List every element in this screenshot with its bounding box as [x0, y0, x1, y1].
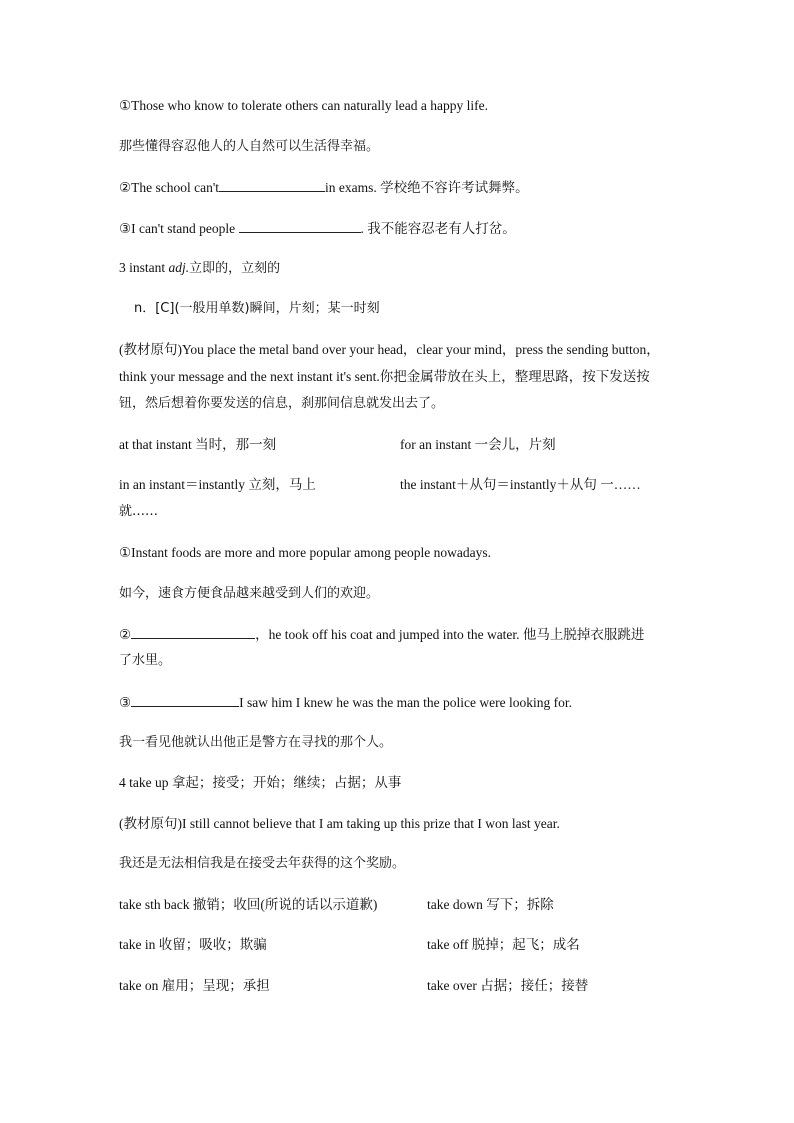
translation-1: 那些懂得容忍他人的人自然可以生活得幸福。 [119, 139, 380, 154]
sentence-2-end: in exams. 学校绝不容许考试舞弊。 [325, 180, 529, 195]
definition: 立即的，立刻的 [189, 261, 281, 276]
part-of-speech: adj. [168, 260, 190, 275]
phrase-take-in: take in 收留；吸收；欺骗 [119, 937, 267, 952]
sentence-3-start: ③I can't stand people [119, 221, 236, 236]
fill-in-sentence-3 [119, 218, 516, 239]
phrase-the-instant: the instant＋从句＝instantly＋从句 一…… [400, 477, 641, 492]
phrase-the-instant-continued: 就…… [119, 504, 159, 519]
textbook-sentence-line-2: think your message and the next instant it's sent.你把金属带放在头上，整理思路，按下发送按 [119, 369, 650, 384]
phrase-take-sth-back: take sth back 撤销；收回(所说的话以示道歉) [119, 897, 378, 912]
example-sentence-1: ①Those who know to tolerate others can naturally lead a happy life. [119, 98, 488, 113]
answer-blank [219, 177, 325, 192]
textbook-sentence-take-up: (教材原句)I still cannot believe that I am taking up this prize that I won last year. [119, 816, 560, 831]
phrase-take-over: take over 占据；接任；接替 [427, 978, 589, 993]
fill-in-sentence-2 [119, 177, 529, 198]
instant-example-1: ①Instant foods are more and more popular among people nowadays. [119, 545, 491, 560]
noun-definition: n．[C](一般用单数)瞬间，片刻；某一时刻 [134, 301, 380, 316]
textbook-sentence-take-up-translation: 我还是无法相信我是在接受去年获得的这个奖励。 [119, 856, 406, 871]
sentence-2-start: ②The school can't [119, 180, 220, 195]
sentence-3-end: . 我不能容忍老有人打岔。 [360, 221, 516, 236]
phrase-at-that-instant: at that instant 当时，那一刻 [119, 437, 277, 452]
phrase-in-an-instant: in an instant＝instantly 立刻，马上 [119, 477, 316, 492]
phrase-for-an-instant: for an instant 一会儿，片刻 [400, 437, 556, 452]
phrase-take-down: take down 写下；拆除 [427, 897, 554, 912]
answer-blank [239, 218, 361, 233]
instant-example-1-translation: 如今，速食方便食品越来越受到人们的欢迎。 [119, 586, 380, 601]
instant-example-3 [119, 692, 572, 713]
phrase-take-on: take on 雇用；呈现；承担 [119, 978, 270, 993]
example-3-number: ③ [119, 695, 132, 710]
phrase-take-off: take off 脱掉；起飞；成名 [427, 937, 580, 952]
vocab-heading-instant [119, 258, 280, 279]
textbook-sentence-line-3: 钮，然后想着你要发送的信息，刹那间信息就发出去了。 [119, 396, 445, 411]
example-2-number: ② [119, 627, 132, 642]
textbook-sentence-line-1: (教材原句)You place the metal band over your head，clear your mind，press the sending button， [119, 342, 660, 357]
instant-example-3-translation: 我一看见他就认出他正是警方在寻找的那个人。 [119, 735, 393, 750]
answer-blank [131, 624, 255, 639]
instant-example-2-continued: 了水里。 [119, 653, 172, 668]
answer-blank [131, 692, 239, 707]
example-2-text: ，he took off his coat and jumped into the water. 他马上脱掉衣服跳进 [255, 627, 645, 642]
headword: 3 instant [119, 260, 169, 275]
example-3-text: I saw him I knew he was the man the police were looking for. [239, 695, 573, 710]
vocab-heading-take-up: 4 take up 拿起；接受；开始；继续；占据；从事 [119, 775, 402, 790]
instant-example-2 [119, 624, 644, 645]
